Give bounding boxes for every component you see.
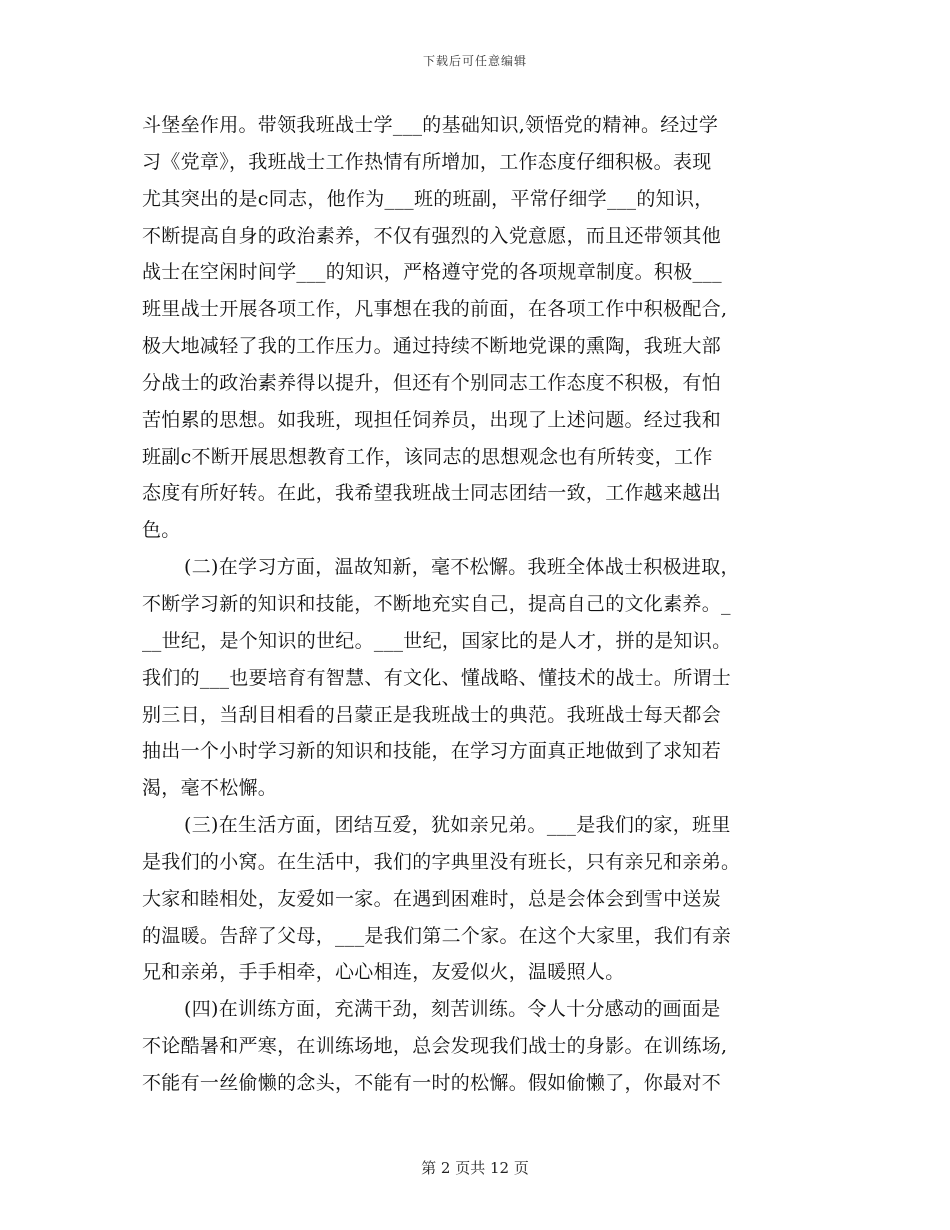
text-line: 不论酷暑和严寒，在训练场地，总会发现我们战士的身影。在训练场, [142,1035,728,1058]
text-line: 不断提高自身的政治素养，不仅有强烈的入党意愿，而且还带领其他 [142,224,722,247]
text-line: 不断学习新的知识和技能，不断地充实自己，提高自己的文化素养。_ [142,592,731,615]
text-line: 兄和亲弟，手手相牵，心心相连，友爱似火，温暖照人。 [142,961,625,984]
paragraph-start-line: (三)在生活方面，团结互爱，犹如亲兄弟。___是我们的家，班里 [184,814,731,837]
text-line: 班里战士开展各项工作，凡事想在我的前面，在各项工作中积极配合, [142,298,728,321]
text-line: 苦怕累的思想。如我班，现担任饲养员，出现了上述问题。经过我和 [142,408,722,431]
text-line: __世纪，是个知识的世纪。___世纪，国家比的是人才，拼的是知识。 [142,629,732,652]
text-line: 是我们的小窝。在生活中，我们的字典里没有班长，只有亲兄和亲弟。 [142,850,741,873]
text-line: 抽出一个小时学习新的知识和技能，在学习方面真正地做到了求知若 [142,740,722,763]
text-line: 我们的___也要培育有智慧、有文化、懂战略、懂技术的战士。所谓士 [142,666,732,689]
text-line: 色。 [142,519,181,542]
document-body [142,107,806,1102]
text-line: 战士在空闲时间学___的知识，严格遵守党的各项规章制度。积极___ [142,261,722,284]
text-line: 大家和睦相处，友爱如一家。在遇到困难时，总是会体会到雪中送炭 [142,887,722,910]
text-line: 习《党章》，我班战士工作热情有所增加，工作态度仔细积极。表现 [142,150,712,173]
text-line: 尤其突出的是c同志，他作为___班的班副，平常仔细学___的知识， [142,187,714,210]
text-line: 斗堡垒作用。带领我班战士学___的基础知识,领悟党的精神。经过学 [142,114,719,136]
text-line: 态度有所好转。在此，我希望我班战士同志团结一致，工作越来越出 [142,482,722,505]
text-line: 班副c不断开展思想教育工作，该同志的思想观念也有所转变，工作 [142,445,713,468]
page-footer: 第 2 页共 12 页 [421,1159,529,1177]
text-line: 极大地减轻了我的工作压力。通过持续不断地党课的熏陶，我班大部 [142,335,722,358]
text-line: 不能有一丝偷懒的念头，不能有一时的松懈。假如偷懒了，你最对不 [142,1071,722,1094]
text-line: 的温暖。告辞了父母，___是我们第二个家。在这个大家里，我们有亲 [142,924,732,947]
text-line: 渴，毫不松懈。 [142,777,278,800]
text-line: 别三日，当刮目相看的吕蒙正是我班战士的典范。我班战士每天都会 [142,703,722,726]
text-line: 分战士的政治素养得以提升，但还有个别同志工作态度不积极，有怕 [142,371,722,394]
paragraph-start-line: (二)在学习方面，温故知新，毫不松懈。我班全体战士积极进取， [184,556,740,579]
paragraph-start-line: (四)在训练方面，充满干劲，刻苦训练。令人十分感动的画面是 [184,998,721,1021]
page-header: 下载后可任意编辑 [422,54,527,68]
